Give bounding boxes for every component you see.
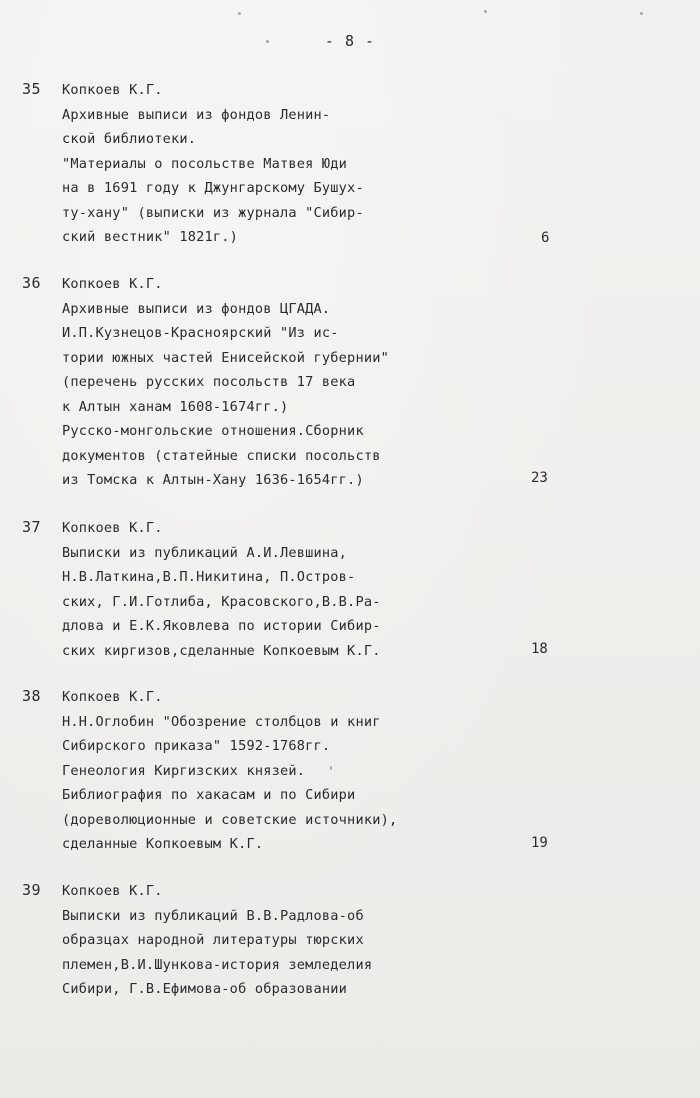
entry-line: "Материалы о посольстве Матвея Юди xyxy=(62,155,348,172)
entry-line: ской библиотеки. xyxy=(62,131,197,147)
entry-line: из Томска к Алтын-Хану 1636-1654гг.) xyxy=(62,472,364,488)
entry-number: 35 xyxy=(22,80,42,98)
entry-line: Выписки из публикаций В.В.Радлова-об xyxy=(62,907,364,924)
entry-line: Архивные выписи из фондов Ленин- xyxy=(62,106,331,123)
scan-speck xyxy=(330,766,332,770)
entry-line: Н.Н.Оглобин "Обозрение столбцов и книг xyxy=(62,713,381,730)
entry-line: длова и Е.К.Яковлева по истории Сибир- xyxy=(62,618,381,634)
entry-line: тории южных частей Енисейской губернии" xyxy=(62,349,389,366)
entry-line: Сибирского приказа" 1592-1768гг. xyxy=(62,738,331,754)
entry-page-count: 19 xyxy=(531,835,548,851)
entry-line: Копкоев К.Г. xyxy=(62,689,163,705)
entry-number: 38 xyxy=(22,687,42,705)
entry-line: документов (статейные списки посольств xyxy=(62,447,381,464)
entry-line: Копкоев К.Г. xyxy=(62,276,163,292)
entry-number: 36 xyxy=(22,274,42,292)
entry-line: Генеология Киргизских князей. xyxy=(62,762,306,779)
entry-line: ских, Г.И.Готлиба, Красовского,В.В.Ра- xyxy=(62,593,381,610)
entry-line: Копкоев К.Г. xyxy=(62,883,163,899)
scan-speck xyxy=(266,40,269,43)
entry-text xyxy=(62,879,532,1002)
entry-line: И.П.Кузнецов-Красноярский "Из ис- xyxy=(62,325,339,341)
entry-text xyxy=(62,272,532,493)
entry-page-count: 6 xyxy=(541,230,550,246)
entry-line: Архивные выписи из фондов ЦГАДА. xyxy=(62,300,331,317)
entry-line: (перечень русских посольств 17 века xyxy=(62,374,356,390)
entry-line: (дореволюционные и советские источники), xyxy=(62,811,398,828)
entry-number: 39 xyxy=(22,881,42,899)
page-number: - 8 - xyxy=(324,32,376,50)
entry-line: ский вестник" 1821г.) xyxy=(62,229,239,245)
entry-line: Выписки из публикаций А.И.Левшина, xyxy=(62,544,348,561)
entry-text xyxy=(62,685,532,857)
entry-line: Копкоев К.Г. xyxy=(62,520,163,536)
entry-line: сделанные Копкоевым К.Г. xyxy=(62,836,264,852)
scan-speck xyxy=(484,10,487,13)
entry-line: Библиография по хакасам и по Сибири xyxy=(62,787,356,803)
entry-line: на в 1691 году к Джунгарскому Бушух- xyxy=(62,180,364,196)
entry-text xyxy=(62,516,532,663)
entry-line: образцах народной литературы тюрских xyxy=(62,932,364,948)
entry-text xyxy=(62,78,532,250)
entry-line: Сибири, Г.В.Ефимова-об образовании xyxy=(62,981,348,997)
entry-line: Копкоев К.Г. xyxy=(62,82,163,98)
entry-page-count: 23 xyxy=(531,470,548,486)
entry-line: племен,В.И.Шункова-история земледелия xyxy=(62,956,373,973)
scan-speck xyxy=(640,12,643,15)
entry-number: 37 xyxy=(22,518,42,536)
entry-page-count: 18 xyxy=(531,641,548,657)
entry-line: Н.В.Латкина,В.П.Никитина, П.Остров- xyxy=(62,569,356,585)
scan-speck xyxy=(238,12,241,15)
entry-line: ских киргизов,сделанные Копкоевым К.Г. xyxy=(62,642,381,659)
entry-line: ту-хану" (выписки из журнала "Сибир- xyxy=(62,204,364,221)
entry-line: к Алтын ханам 1608-1674гг.) xyxy=(62,398,289,415)
entry-line: Русско-монгольские отношения.Сборник xyxy=(62,423,364,439)
